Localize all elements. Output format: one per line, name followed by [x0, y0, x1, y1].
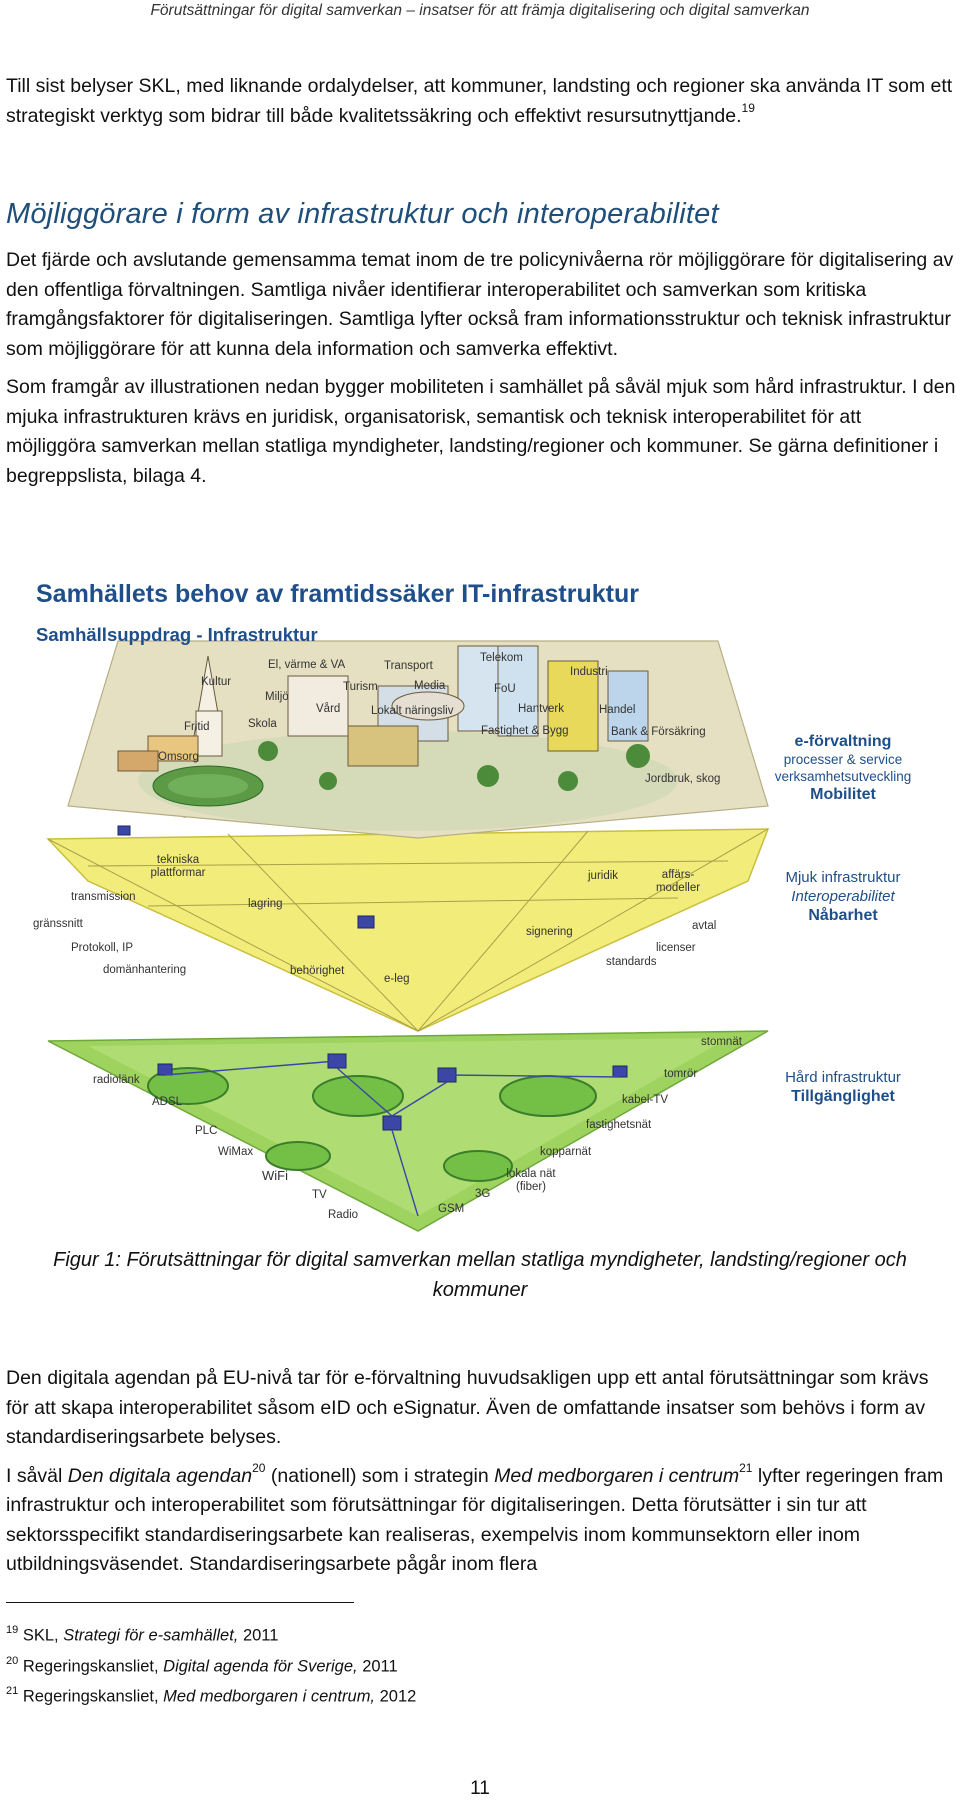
footnote-number: 21 — [6, 1685, 19, 1697]
side-interoperabilitet: Interoperabilitet — [791, 888, 895, 905]
label-licenser: licenser — [656, 942, 696, 954]
section-heading: Möjliggörare i form av infrastruktur och interoperabilitet — [6, 198, 719, 230]
footnote-text: Regeringskansliet, — [22, 1687, 164, 1706]
label-radio: Radio — [328, 1209, 359, 1221]
label-lokalt: Lokalt näringsliv — [371, 705, 454, 717]
footnote-text: SKL, — [22, 1626, 64, 1645]
footnote-ref-19[interactable]: 19 — [741, 101, 755, 115]
footnote-21 — [6, 1679, 416, 1710]
label-handel: Handel — [599, 704, 636, 716]
side-tillganglighet: Tillgänglighet — [791, 1088, 895, 1105]
footnote-number: 20 — [6, 1654, 19, 1667]
label-stomnat: stomnät — [701, 1036, 742, 1048]
label-omsorg: Omsorg — [158, 751, 199, 763]
label-fou: FoU — [494, 683, 516, 695]
label-juridik: juridik — [588, 870, 619, 882]
side-eforvaltning — [758, 732, 928, 804]
label-fastighet: Fastighet & Bygg — [481, 725, 569, 737]
p2-text-a: I såväl — [6, 1464, 68, 1487]
label-affarsmodeller: affärs-modeller — [655, 869, 701, 894]
label-tv: TV — [312, 1189, 327, 1201]
label-tomror: tomrör — [664, 1068, 698, 1080]
section-body — [6, 246, 956, 500]
footnotes — [6, 1618, 416, 1710]
footnote-20 — [6, 1649, 416, 1680]
label-wimax: WiMax — [218, 1146, 254, 1158]
figure-subtitle: Samhällsuppdrag - Infrastruktur — [36, 624, 318, 645]
p2-text-b: (nationell) som i strategin — [265, 1464, 495, 1487]
p2-italic-digital-agendan: Den digitala agendan — [67, 1464, 253, 1487]
footnote-year: 2012 — [375, 1687, 417, 1706]
footnote-ref-21[interactable]: 21 — [739, 1461, 753, 1475]
side-mjuk-title: Mjuk infrastruktur — [785, 869, 901, 886]
label-hantverk: Hantverk — [518, 703, 565, 715]
label-miljo: Miljö — [265, 691, 289, 703]
side-mobilitet: Mobilitet — [810, 786, 876, 803]
footnote-title: Digital agenda för Sverige, — [163, 1657, 358, 1675]
infrastructure-figure — [28, 576, 932, 1236]
footnote-year: 2011 — [357, 1657, 398, 1675]
label-signering: signering — [526, 926, 573, 938]
footnote-title: Strategi för e-samhället, — [63, 1626, 239, 1645]
label-lagring: lagring — [248, 898, 283, 910]
running-header: Förutsättningar för digital samverkan – insatser för att främja digitalisering och digital samverkan — [150, 2, 810, 19]
p2-italic-med-medborgaren: Med medborgaren i centrum — [494, 1464, 740, 1487]
label-gsm: GSM — [438, 1203, 465, 1215]
label-jordbruk: Jordbruk, skog — [645, 773, 721, 785]
label-protokoll: Protokoll, IP — [71, 942, 133, 954]
label-fritid: Fritid — [184, 721, 210, 733]
footnote-number: 19 — [6, 1624, 19, 1636]
figure-caption: Figur 1: Förutsättningar för digital samverkan mellan statliga myndigheter, landsting/regioner och kommuner — [53, 1249, 907, 1301]
label-plc: PLC — [195, 1125, 218, 1137]
side-eforvaltning-processer: processer & service — [783, 752, 903, 767]
figure-title: Samhällets behov av framtidssäker IT-infrastruktur — [36, 580, 639, 608]
label-telekom: Telekom — [480, 652, 523, 664]
label-avtal: avtal — [692, 920, 717, 932]
page-number: 11 — [470, 1778, 490, 1799]
after-figure-text — [6, 1364, 956, 1589]
label-3g: 3G — [475, 1188, 491, 1200]
label-wifi: WiFi — [262, 1168, 288, 1183]
label-transmission: transmission — [71, 891, 136, 903]
side-hard-title: Hård infrastruktur — [785, 1069, 901, 1086]
section-paragraph-1: Det fjärde och avslutande gemensamma temat inom de tre policynivåerna rör möjliggörare för digitalisering av den offentliga förvaltningen. Samtliga nivåer identifierar interoperabilitet och samverkan som kritiska framgångsfaktorer för digitaliseringen. Samtliga lyfter också fram informationsstruktur och teknisk infrastruktur som möjliggörare för att kunna dela information och samverka effektivt. — [6, 249, 954, 360]
label-domanhantering: domänhantering — [103, 964, 187, 976]
label-el: El, värme & VA — [268, 659, 346, 671]
label-industri: Industri — [570, 666, 608, 678]
label-lokala: lokala nät (fiber) — [506, 1168, 556, 1193]
after-paragraph-2 — [6, 1462, 956, 1580]
label-eleg: e-leg — [384, 973, 410, 985]
label-media: Media — [414, 680, 446, 692]
side-eforvaltning-verksamhet: verksamhetsutveckling — [774, 769, 912, 784]
side-nabarhet: Nåbarhet — [808, 907, 878, 924]
label-fastighetsnat: fastighetsnät — [586, 1119, 652, 1131]
side-hard — [758, 1068, 928, 1106]
label-behorighet: behörighet — [290, 965, 345, 977]
label-radiolank: radiolänk — [93, 1074, 140, 1086]
label-skola: Skola — [248, 718, 277, 730]
after-paragraph-1: Den digitala agendan på EU-nivå tar för e-förvaltning huvudsakligen upp ett antal förutsättningar som krävs för att skapa interoperabilitet såsom eID och eSignatur. Även de omfattande insatser som behövs i form av standardiseringsarbete belyses. — [6, 1367, 929, 1448]
intro-text: Till sist belyser SKL, med liknande ordalydelser, att kommuner, landsting och regioner ska använda IT som ett strategiskt verktyg som bidrar till både kvalitetssäkring och effektivt resursutnyttjande. — [6, 75, 953, 127]
label-standards: standards — [606, 956, 657, 968]
label-gransnitt: gränssnitt — [33, 918, 83, 930]
label-vard: Vård — [316, 703, 341, 715]
footnote-ref-20[interactable]: 20 — [252, 1461, 266, 1475]
side-mjuk — [758, 868, 928, 925]
label-turism: Turism — [343, 681, 378, 693]
footnote-title: Med medborgaren i centrum, — [163, 1687, 376, 1706]
footnote-text: Regeringskansliet, — [22, 1657, 164, 1675]
footnote-divider — [6, 1602, 354, 1603]
label-kopparnat: kopparnät — [540, 1146, 592, 1158]
intro-paragraph — [6, 72, 956, 140]
label-transport: Transport — [384, 660, 433, 672]
label-kabeltv: kabel-TV — [622, 1094, 669, 1106]
side-eforvaltning-title: e-förvaltning — [794, 733, 892, 750]
footnote-19 — [6, 1618, 416, 1649]
label-adsl: ADSL — [152, 1096, 183, 1108]
p2-text-c: lyfter regeringen fram infrastruktur och interoperabilitet som förutsättningar för digitaliseringen. Detta förutsätter i sin tur att sektorsspecifikt standardiseringsarbete kan realiseras, exempelvis inom kommunsektorn eller inom utbildningsväsendet. Standardiseringsarbete pågår inom flera — [6, 1464, 944, 1575]
label-bank: Bank & Försäkring — [611, 726, 706, 738]
label-kultur: Kultur — [201, 676, 232, 688]
footnote-year: 2011 — [238, 1626, 279, 1645]
label-tekniska: tekniska plattformar — [150, 854, 206, 879]
section-paragraph-2: Som framgår av illustrationen nedan bygger mobiliteten i samhället på såväl mjuk som hård infrastruktur. I den mjuka infrastrukturen krävs en juridisk, organisatorisk, semantisk och teknisk interoperabilitet för att möjliggöra samverkan mellan statliga myndigheter, landsting/regioner och kommuner. Se gärna definitioner i begreppslista, bilaga 4. — [6, 376, 956, 487]
